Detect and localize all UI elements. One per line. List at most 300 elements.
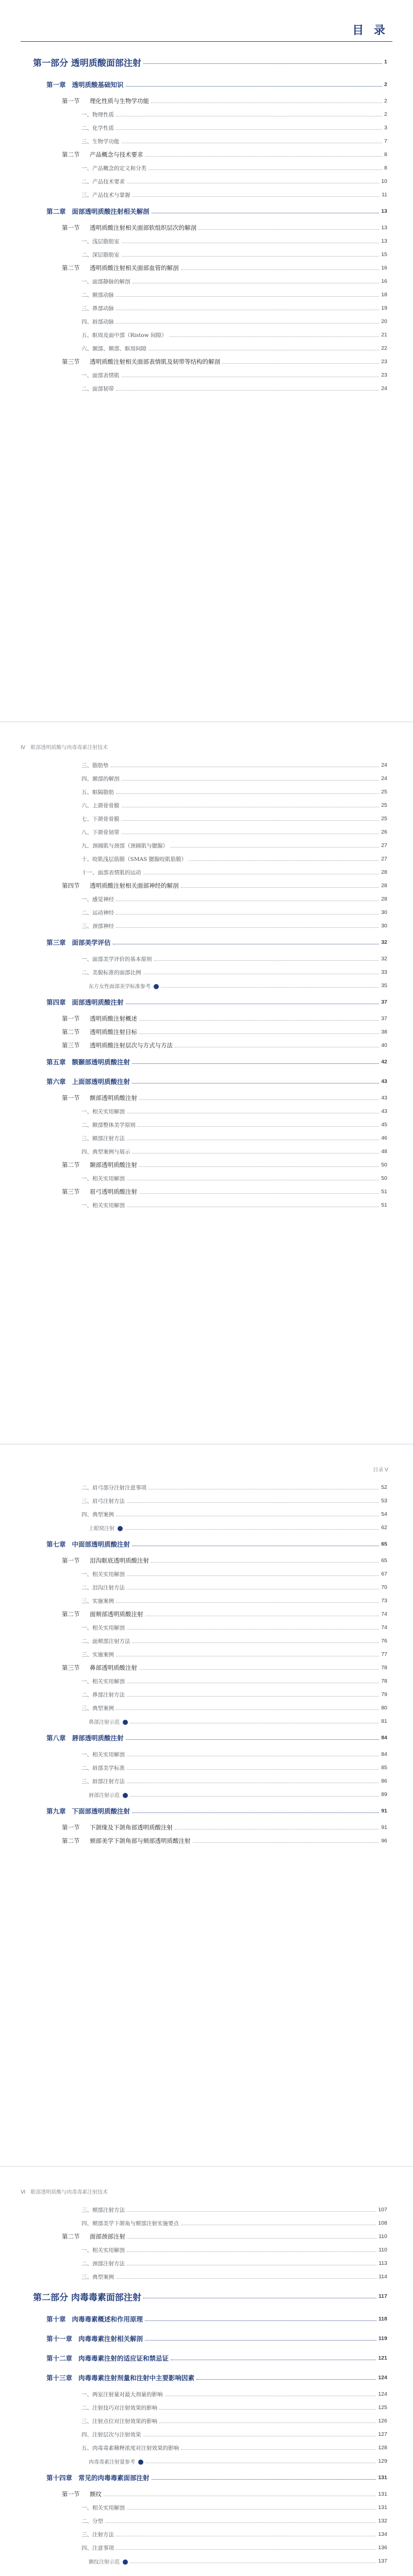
toc-entry-sub[interactable]: [81, 825, 387, 839]
toc-entry-number: 第三节: [62, 1664, 80, 1671]
toc-page-number: 32: [381, 939, 387, 945]
dot-leader: [171, 2359, 376, 2360]
video-qr-icon: [123, 1720, 128, 1725]
toc-entry-sub[interactable]: [81, 1105, 387, 1118]
toc-entry-sub[interactable]: [81, 1507, 387, 1521]
dot-leader: [116, 2535, 376, 2536]
toc-page-number: 134: [378, 2531, 387, 2537]
toc-entry-number: 第二章: [46, 208, 66, 215]
toc-page-number: 54: [381, 1511, 387, 1517]
toc-entry-text: 唇部注射示范: [89, 1792, 120, 1799]
toc-page-number: 50: [381, 1162, 387, 1168]
dot-leader: [127, 1682, 379, 1683]
toc-entry-sec[interactable]: [62, 1039, 387, 1052]
toc-entry-number: 第二节: [62, 1837, 80, 1844]
toc-page-3: [0, 1445, 413, 2166]
toc-entry-chap[interactable]: [46, 1534, 387, 1554]
toc-entry-sec[interactable]: [62, 1834, 387, 1848]
toc-entry-sec[interactable]: [62, 148, 387, 161]
toc-entry-sub[interactable]: [81, 2387, 387, 2401]
toc-entry-text: 颞部透明质酸注射: [90, 1161, 137, 1168]
toc-entry-label: [62, 97, 151, 105]
toc-page-number: 21: [381, 332, 387, 338]
dot-leader: [122, 779, 379, 781]
dot-leader: [122, 806, 379, 807]
toc-page-number: 8: [384, 165, 387, 171]
toc-page-number: 27: [381, 842, 387, 849]
toc-page-number: 137: [378, 2558, 387, 2564]
toc-page-number: 25: [381, 802, 387, 808]
toc-entry-number: 第十章: [46, 2315, 66, 2323]
dot-leader: [127, 1769, 379, 1770]
toc-page-number: 23: [381, 359, 387, 365]
toc-entry-text: 三、颈部神经: [81, 923, 114, 929]
dot-leader: [116, 296, 379, 297]
toc-page-number: 76: [381, 1638, 387, 1644]
toc-entry-text: 一、两室注射量对最大剂量的影响: [81, 2391, 163, 2398]
toc-page-number: 84: [381, 1735, 387, 1741]
toc-page-number: 70: [381, 1584, 387, 1590]
toc-entry-sub[interactable]: [81, 2514, 387, 2528]
toc-entry-text: 一、感觉神经: [81, 896, 114, 903]
toc-page-number: 30: [381, 909, 387, 916]
toc-entry-sub[interactable]: [81, 2401, 387, 2414]
toc-entry-sec[interactable]: [62, 1158, 387, 1172]
toc-page-number: 107: [378, 2207, 387, 2213]
toc-entry-text: 六、上颌骨骨膜: [81, 802, 120, 809]
toc-entry-sub[interactable]: [81, 785, 387, 799]
toc-entry-label: [62, 1028, 139, 1036]
toc-entry-label: [81, 2417, 159, 2425]
toc-page-number: 25: [381, 816, 387, 822]
dot-leader: [116, 115, 382, 116]
toc-entry-sub[interactable]: [81, 2216, 387, 2230]
toc-page-number: 30: [381, 923, 387, 929]
toc-entry-text: 三、颏部注射方法: [81, 2207, 125, 2213]
dot-leader: [127, 1112, 379, 1113]
toc-entry-sub2[interactable]: [89, 1788, 387, 1801]
toc-entry-sub[interactable]: [81, 772, 387, 785]
toc-entry-text: 一、相关实用解剖: [81, 1108, 125, 1115]
toc-entry-text: 透明质酸注射相关面部神经的解剖: [90, 882, 179, 889]
toc-entry-sub[interactable]: [81, 175, 387, 188]
toc-entry-part[interactable]: [33, 49, 387, 75]
toc-page-number: 2: [384, 98, 387, 104]
toc-entry-sub[interactable]: [81, 758, 387, 772]
toc-entry-sec[interactable]: [62, 1554, 387, 1567]
dot-leader: [132, 1545, 379, 1546]
toc-entry-text: 二、面颊部注射方法: [81, 1638, 130, 1645]
toc-entry-chap[interactable]: [46, 2468, 387, 2487]
toc-entry-text: 三、鼻部动脉: [81, 305, 114, 312]
toc-entry-text: 一、相关实用解剖: [81, 1624, 125, 1631]
toc-entry-part[interactable]: [33, 2283, 387, 2309]
toc-entry-sec[interactable]: [62, 1025, 387, 1039]
toc-entry-sec[interactable]: [62, 879, 387, 892]
dot-leader: [116, 900, 379, 901]
dot-leader: [151, 1562, 379, 1563]
toc-entry-sub[interactable]: [81, 1674, 387, 1688]
toc-entry-label: [46, 1077, 132, 1086]
toc-entry-text: 三、实施案例: [81, 1651, 114, 1658]
toc-page-number: 43: [381, 1078, 387, 1084]
toc-entry-sub[interactable]: [81, 2243, 387, 2257]
toc-entry-sub[interactable]: [81, 315, 387, 328]
dot-leader: [145, 2462, 376, 2463]
toc-entry-sub[interactable]: [81, 892, 387, 906]
toc-entry-text: 二、深层脂肪室: [81, 251, 120, 258]
toc-page-number: 131: [378, 2475, 387, 2481]
toc-entry-text: 四、唇部动脉: [81, 318, 114, 325]
toc-entry-label: [62, 1041, 175, 1049]
toc-entry-sub[interactable]: [81, 1748, 387, 1761]
dot-leader: [116, 2278, 376, 2279]
toc-page-number: 28: [381, 869, 387, 875]
toc-entry-sub[interactable]: [81, 1118, 387, 1131]
dot-leader: [189, 860, 379, 861]
toc-entry-chap[interactable]: [46, 1801, 387, 1821]
toc-entry-number: 第二节: [62, 2233, 80, 2240]
toc-page-number: 67: [381, 1571, 387, 1577]
toc-entry-text: 三、唇部注射方法: [81, 1778, 125, 1785]
toc-entry-label: [81, 1134, 127, 1142]
toc-entry-text: 一、浅层脂肪室: [81, 238, 120, 245]
toc-entry-sub[interactable]: [81, 108, 387, 121]
toc-entry-sub[interactable]: [81, 919, 387, 933]
toc-entry-sec[interactable]: [62, 94, 387, 108]
toc-entry-sub[interactable]: [81, 2257, 387, 2270]
dot-leader: [125, 1529, 379, 1530]
toc-entry-text: 十、咬肌浅层筋膜（SMAS 腮腺咬肌筋膜）: [81, 856, 187, 862]
toc-page-number: 85: [381, 1765, 387, 1771]
toc-entry-sub[interactable]: [81, 965, 387, 979]
toc-page-number: 84: [381, 1751, 387, 1757]
toc-page-number: 33: [381, 969, 387, 975]
toc-entry-text: 二、运动神经: [81, 909, 114, 916]
toc-entry-label: [81, 2404, 159, 2412]
toc-entry-sub[interactable]: [81, 1701, 387, 1715]
toc-entry-number: 第十四章: [46, 2474, 73, 2482]
toc-entry-sub[interactable]: [81, 328, 387, 342]
dot-leader: [152, 2479, 376, 2480]
toc-entry-sub[interactable]: [81, 1145, 387, 1158]
toc-page-number: 13: [381, 208, 387, 214]
toc-entry-sub[interactable]: [81, 799, 387, 812]
toc-entry-label: [81, 318, 116, 326]
toc-entry-number: 第四节: [62, 882, 80, 889]
toc-entry-label: [81, 124, 116, 132]
toc-entry-sub[interactable]: [81, 275, 387, 288]
toc-entry-text: 三、典型案例: [81, 1705, 114, 1711]
toc-entry-chap[interactable]: [46, 1072, 387, 1091]
toc-entry-text: 四、颏部美学下颌角与颏部注射实施要点: [81, 2220, 179, 2227]
toc-entry-text: 中面部透明质酸注射: [72, 1540, 130, 1548]
toc-entry-sec[interactable]: [62, 2230, 387, 2243]
toc-entry-text: 一、产品概念的定义和分类: [81, 165, 146, 172]
toc-entry-label: [81, 1497, 127, 1505]
toc-entry-sub[interactable]: [81, 1581, 387, 1594]
toc-entry-sec[interactable]: [62, 261, 387, 275]
toc-entry-text: 一、相关实用解剖: [81, 1571, 125, 1578]
toc-entry-label: [81, 788, 116, 796]
toc-entry-sub[interactable]: [81, 2270, 387, 2283]
dot-leader: [127, 1696, 379, 1697]
toc-entry-number: 第一章: [46, 81, 66, 89]
toc-entry-label: [62, 1837, 193, 1845]
toc-entry-label: [46, 207, 152, 216]
toc-page-number: 136: [378, 2545, 387, 2551]
dot-leader: [152, 212, 379, 213]
toc-entry-text: 面部透明质酸注射: [72, 998, 124, 1006]
toc-page-number: 78: [381, 1665, 387, 1671]
dot-leader: [116, 2549, 376, 2550]
toc-entry-label: [81, 1764, 127, 1772]
toc-page-number: 131: [378, 2491, 387, 2497]
toc-page-number: 37: [381, 1015, 387, 1022]
toc-entry-text: 第一部分 透明质酸面部注射: [33, 58, 141, 69]
dot-leader: [143, 2297, 376, 2298]
toc-page-number: 40: [381, 1042, 387, 1048]
dot-leader: [139, 1166, 379, 1167]
toc-entry-chap[interactable]: [46, 2348, 387, 2368]
toc-entry-sub[interactable]: [81, 1594, 387, 1607]
dot-leader: [143, 2435, 376, 2436]
toc-entry-text: 二、鼻部注射方法: [81, 1691, 125, 1698]
toc-page-number: 73: [381, 1598, 387, 1604]
toc-page-number: 2: [384, 81, 387, 88]
toc-entry-chap[interactable]: [46, 2368, 387, 2387]
dot-leader: [169, 336, 379, 337]
toc-entry-sec[interactable]: [62, 1091, 387, 1105]
toc-page-number: 27: [381, 856, 387, 862]
toc-entry-label: [81, 955, 154, 963]
dot-leader: [127, 1139, 379, 1140]
toc-entry-label: [89, 1524, 125, 1532]
toc-entry-sub[interactable]: [81, 301, 387, 315]
toc-entry-sub[interactable]: [81, 1688, 387, 1701]
toc-entry-text: 二、美貌标准的面部比例: [81, 969, 141, 976]
toc-entry-text: 四、颞部的解剖: [81, 775, 120, 782]
dot-leader: [132, 1812, 379, 1813]
toc-entry-chap[interactable]: [46, 1728, 387, 1748]
toc-entry-number: 第二节: [62, 1028, 80, 1036]
toc-entry-sub[interactable]: [81, 1198, 387, 1212]
toc-entry-label: [46, 2334, 145, 2343]
toc-entry-sub[interactable]: [81, 839, 387, 852]
toc-entry-label: [46, 2373, 196, 2382]
toc-page-number: 62: [381, 1524, 387, 1531]
toc-entry-label: [81, 2273, 116, 2281]
dot-leader: [130, 1795, 379, 1797]
dot-leader: [181, 2449, 376, 2450]
toc-entry-sub[interactable]: [81, 342, 387, 355]
toc-entry-sub[interactable]: [81, 121, 387, 134]
toc-entry-sec[interactable]: [62, 1607, 387, 1621]
toc-entry-sub[interactable]: [81, 1567, 387, 1581]
toc-entry-sub2[interactable]: [89, 2554, 387, 2568]
toc-entry-sub[interactable]: [81, 2541, 387, 2554]
toc-entry-sub[interactable]: [81, 906, 387, 919]
toc-entry-sub[interactable]: [81, 866, 387, 879]
toc-entry-sub[interactable]: [81, 1648, 387, 1661]
dot-leader: [127, 1179, 379, 1180]
toc-entry-sub[interactable]: [81, 952, 387, 965]
toc-entry-label: [81, 2531, 116, 2538]
dot-leader: [127, 1629, 379, 1630]
toc-entry-sub[interactable]: [81, 2414, 387, 2428]
toc-entry-label: [81, 291, 116, 299]
toc-entry-sub2[interactable]: [89, 979, 387, 992]
toc-entry-sub[interactable]: [81, 234, 387, 248]
toc-list-2: [46, 758, 387, 1212]
toc-page-number: 113: [378, 2260, 387, 2266]
toc-page-number: 48: [381, 1148, 387, 1155]
toc-entry-label: [81, 238, 122, 245]
toc-entry-number: 第三节: [62, 1042, 80, 1049]
dot-leader: [145, 2340, 376, 2341]
toc-entry-sec[interactable]: [62, 2487, 387, 2501]
toc-entry-label: [81, 1677, 127, 1685]
toc-entry-text: 透明质酸注射相关面部软组织层次的解剖: [90, 224, 196, 231]
toc-entry-chap[interactable]: [46, 2329, 387, 2348]
toc-entry-label: [46, 2314, 145, 2324]
dot-leader: [126, 86, 383, 87]
dot-leader: [138, 1126, 379, 1127]
toc-entry-text: 二、产品技术要求: [81, 178, 125, 185]
toc-entry-sub[interactable]: [81, 2441, 387, 2454]
toc-page-number: 45: [381, 1122, 387, 1128]
toc-entry-label: [81, 2444, 181, 2452]
toc-entry-sub[interactable]: [81, 188, 387, 201]
toc-entry-text: 透明质酸注射相关面部表情肌及韧带等结构的解剖: [90, 358, 220, 365]
toc-entry-sub2[interactable]: [89, 2454, 387, 2468]
toc-entry-sub[interactable]: [81, 382, 387, 395]
toc-entry-sec[interactable]: [62, 1012, 387, 1025]
toc-entry-label: [81, 895, 116, 903]
toc-entry-label: [81, 2391, 165, 2398]
dot-leader: [122, 833, 379, 834]
dot-leader: [139, 1020, 379, 1021]
toc-entry-text: 肉毒毒素注射量参考: [89, 2459, 135, 2465]
toc-entry-label: [81, 191, 133, 199]
toc-entry-sub[interactable]: [81, 2528, 387, 2541]
dot-leader: [133, 1153, 379, 1154]
toc-entry-sub[interactable]: [81, 2501, 387, 2514]
toc-entry-sub2[interactable]: [89, 1521, 387, 1534]
toc-entry-sub[interactable]: [81, 2203, 387, 2216]
dot-leader: [159, 2409, 376, 2410]
toc-entry-sub[interactable]: [81, 1634, 387, 1648]
toc-entry-text: 二、颈部注射方法: [81, 2260, 125, 2267]
toc-entry-chap[interactable]: [46, 933, 387, 952]
toc-entry-sub[interactable]: [81, 852, 387, 866]
toc-entry-chap[interactable]: [46, 1052, 387, 1072]
toc-entry-label: [81, 815, 122, 823]
toc-entry-text: 二、额部动脉: [81, 292, 114, 298]
toc-page-number: 24: [381, 385, 387, 392]
toc-entry-label: [81, 2517, 105, 2525]
toc-page-number: 42: [381, 1059, 387, 1065]
toc-entry-number: 第二节: [62, 1611, 80, 1618]
toc-entry-number: 第三章: [46, 939, 66, 946]
toc-entry-number: 第三节: [62, 358, 80, 365]
dot-leader: [175, 1046, 379, 1047]
dot-leader: [122, 376, 379, 377]
toc-entry-sub[interactable]: [81, 248, 387, 261]
dot-leader: [148, 169, 382, 170]
toc-entry-sec[interactable]: [62, 1821, 387, 1834]
toc-entry-text: 常见的肉毒毒素面部注射: [78, 2474, 150, 2482]
toc-entry-text: 透明质酸注射相关面部血管的解剖: [90, 264, 179, 272]
toc-page-number: 117: [378, 2293, 387, 2299]
toc-entry-sec[interactable]: [62, 1661, 387, 1674]
toc-entry-label: [81, 1511, 116, 1518]
dot-leader: [181, 2224, 376, 2225]
toc-entry-text: 额颞部透明质酸注射: [72, 1058, 130, 1066]
dot-leader: [181, 269, 379, 270]
title-rule: [21, 41, 392, 42]
toc-entry-sub[interactable]: [81, 812, 387, 825]
toc-page-number: 91: [381, 1808, 387, 1814]
toc-entry-sub[interactable]: [81, 1481, 387, 1494]
toc-page-number: 132: [378, 2518, 387, 2524]
toc-entry-text: 鼻部注射示范: [89, 1719, 120, 1725]
toc-page-number: 89: [381, 1791, 387, 1798]
toc-entry-number: 第七章: [46, 1540, 66, 1548]
toc-entry-sub[interactable]: [81, 1774, 387, 1788]
toc-entry-sub[interactable]: [81, 1761, 387, 1774]
toc-entry-chap[interactable]: [46, 2309, 387, 2329]
toc-page-number: 86: [381, 1778, 387, 1784]
dot-leader: [127, 1782, 379, 1783]
toc-entry-label: [81, 1624, 127, 1632]
toc-page-number: 20: [381, 318, 387, 325]
dot-leader: [116, 913, 379, 914]
toc-entry-label: [62, 1188, 139, 1196]
dot-leader: [132, 1082, 379, 1083]
toc-entry-chap[interactable]: [46, 201, 387, 221]
toc-entry-sub[interactable]: [81, 1494, 387, 1507]
toc-entry-sub[interactable]: [81, 2428, 387, 2441]
toc-entry-sec[interactable]: [62, 221, 387, 234]
toc-entry-sub[interactable]: [81, 368, 387, 382]
toc-entry-number: 第二节: [62, 264, 80, 272]
toc-entry-sub2[interactable]: [89, 1715, 387, 1728]
toc-entry-text: 肉毒毒素概述和作用原理: [72, 2315, 143, 2323]
toc-entry-chap[interactable]: [46, 75, 387, 94]
toc-entry-sec[interactable]: [62, 1185, 387, 1198]
toc-entry-label: [81, 371, 122, 379]
toc-entry-sub[interactable]: [81, 1131, 387, 1145]
dot-leader: [116, 129, 382, 130]
toc-entry-chap[interactable]: [46, 992, 387, 1012]
toc-entry-label: [46, 1057, 132, 1066]
toc-page-number: 16: [381, 278, 387, 284]
toc-entry-sec[interactable]: [62, 355, 387, 368]
dot-leader: [127, 2251, 376, 2252]
toc-entry-text: 一、面部表情肌: [81, 372, 120, 379]
toc-entry-sub[interactable]: [81, 134, 387, 148]
toc-entry-sub[interactable]: [81, 288, 387, 301]
toc-entry-number: 第九章: [46, 1807, 66, 1815]
toc-entry-sub[interactable]: [81, 161, 387, 175]
toc-page-number: 24: [381, 775, 387, 782]
toc-entry-sub[interactable]: [81, 1172, 387, 1185]
toc-entry-text: 四、注意事项: [81, 2545, 114, 2551]
toc-entry-sub[interactable]: [81, 1621, 387, 1634]
toc-entry-text: 二、唇部美学标准: [81, 1765, 125, 1771]
toc-entry-text: 透明质酸注射目标: [90, 1028, 137, 1036]
